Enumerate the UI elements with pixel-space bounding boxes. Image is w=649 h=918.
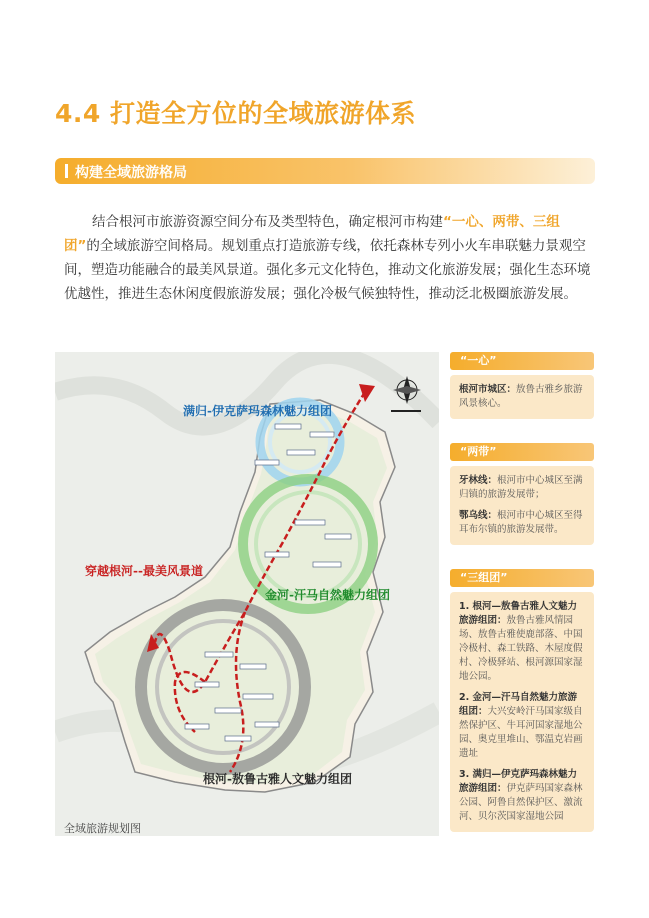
belt-text: 根河市中心城区至得耳布尔镇的旅游发展带。	[459, 510, 583, 535]
belt-term: 鄂乌线：	[459, 510, 498, 521]
tourism-plan-map	[55, 352, 439, 836]
label-middle-group: 金河-汗马自然魅力组团	[265, 588, 390, 602]
section-tick	[65, 164, 68, 178]
scale-bar	[391, 410, 421, 412]
map-caption: 全域旅游规划图	[64, 822, 141, 835]
sidebar-belts	[450, 443, 594, 545]
group-text: 敖鲁古雅风情园场、敖鲁古雅使鹿部落、中国冷极村、森工铁路、木屋度假村、冷极驿站、根河源国家湿地公园。	[459, 615, 583, 682]
group-text: 伊克萨玛国家森林公园、阿鲁自然保护区、激流河、贝尔茨国家湿地公园	[459, 783, 583, 822]
groups-body	[450, 592, 594, 832]
label-south-group: 根河-敖鲁古雅人文魅力组团	[203, 772, 352, 786]
sidebar-center	[450, 352, 594, 419]
group-term: 1. 根河—敖鲁古雅人文魅力旅游组团：	[459, 601, 578, 626]
group-text: 大兴安岭汗马国家级自然保护区、牛耳河国家湿地公园、奥克里堆山、鄂温克岩画遗址	[459, 706, 583, 759]
belts-body	[450, 466, 594, 545]
belt-term: 牙林线：	[459, 475, 498, 486]
sidebar-groups	[450, 569, 594, 832]
center-text: 敖鲁古雅乡旅游风景核心。	[459, 384, 583, 409]
group-term: 3. 满归—伊克萨玛森林魅力旅游组团：	[459, 769, 578, 794]
belts-header: “两带”	[450, 443, 594, 461]
center-header: “一心”	[450, 352, 594, 370]
groups-header: “三组团”	[450, 569, 594, 587]
para-highlight: “一心、两带、三组团”	[64, 214, 560, 254]
para-pre: 结合根河市旅游资源空间分布及类型特色，确定根河市构建	[92, 214, 443, 230]
page-title: 4.4 打造全方位的全域旅游体系	[55, 99, 416, 128]
intro-paragraph	[64, 210, 592, 306]
label-north-group: 满归-伊克萨玛森林魅力组团	[183, 404, 332, 418]
center-term: 根河市城区：	[459, 384, 517, 395]
label-scenic-route: 穿越根河--最美风景道	[85, 564, 203, 578]
para-post: 的全域旅游空间格局。规划重点打造旅游专线，依托森林专列小火车串联魅力景观空间，塑造功能融合的最美风景道。强化多元文化特色，推动文化旅游发展；强化生态环境优越性，推进生态休闲度假旅游发展；强化冷极气候独特性，推动泛北极圈旅游发展。	[64, 238, 591, 302]
belt-text: 根河市中心城区至满归镇的旅游发展带；	[459, 475, 583, 500]
group-term: 2. 金河—汗马自然魅力旅游组团：	[459, 692, 578, 717]
section-header	[55, 158, 595, 184]
section-title: 构建全域旅游格局	[75, 165, 187, 181]
center-body	[450, 375, 594, 419]
